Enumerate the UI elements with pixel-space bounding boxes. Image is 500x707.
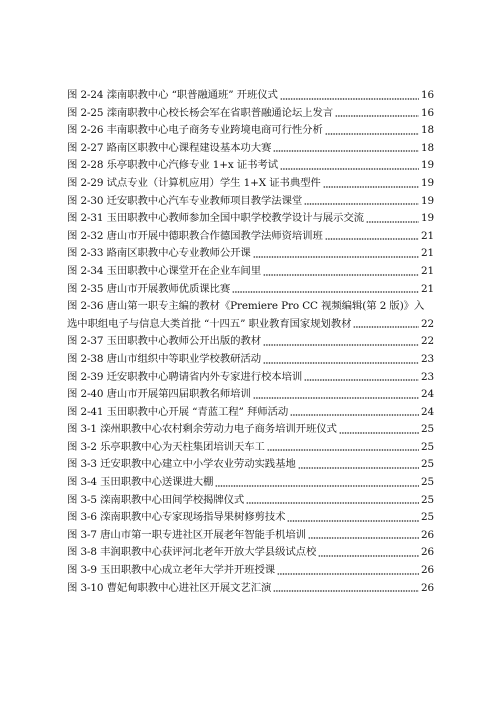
toc-entry-label: 图 2-26 丰南职教中心电子商务专业跨境电商可行性分析	[67, 124, 323, 137]
toc-entry-page: 25	[420, 493, 434, 506]
toc-entry[interactable]	[67, 193, 434, 211]
toc-entry[interactable]	[67, 527, 434, 545]
dot-leader	[339, 431, 419, 435]
toc-entry-page: 23	[420, 370, 434, 383]
toc-entry-page: 21	[420, 264, 434, 277]
dot-leader	[280, 97, 419, 101]
dot-leader	[318, 554, 419, 558]
toc-entry[interactable]	[67, 421, 434, 439]
toc-entry-page: 22	[420, 317, 434, 330]
toc-entry[interactable]	[67, 140, 434, 158]
toc-entry-page: 21	[420, 282, 434, 295]
toc-entry-label: 选中职组电子与信息大类首批 “十四五” 职业教育国家规划教材	[67, 317, 352, 330]
dot-leader	[246, 501, 419, 505]
dot-leader	[280, 167, 419, 171]
dot-leader	[325, 132, 419, 136]
toc-entry-label: 图 3-3 迁安职教中心建立中小学农业劳动实践基地	[67, 458, 296, 471]
toc-entry[interactable]	[67, 245, 434, 263]
toc-entry[interactable]	[67, 562, 434, 580]
dot-leader	[287, 519, 419, 523]
toc-entry-label: 图 2-38 唐山市组织中等职业学校教研活动	[67, 352, 261, 365]
toc-entry-page: 19	[420, 212, 434, 225]
toc-entry-page: 25	[420, 458, 434, 471]
toc-entry[interactable]	[67, 351, 434, 369]
toc-entry[interactable]	[67, 175, 434, 193]
dot-leader	[263, 361, 419, 365]
toc-entry-page: 23	[420, 352, 434, 365]
toc-entry-page: 26	[420, 564, 434, 577]
toc-entry-label: 图 2-25 滦南职教中心校长杨会军在省职普融通论坛上发言	[67, 106, 334, 119]
toc-entry[interactable]	[67, 474, 434, 492]
toc-entry-page: 25	[420, 440, 434, 453]
toc-entry-page: 25	[420, 423, 434, 436]
dot-leader	[267, 448, 419, 452]
toc-entry-page: 21	[420, 229, 434, 242]
toc-entry[interactable]	[67, 386, 434, 404]
toc-entry[interactable]	[67, 87, 434, 105]
toc-entry[interactable]	[67, 228, 434, 246]
toc-entry-page: 18	[420, 124, 434, 137]
toc-entry[interactable]	[67, 439, 434, 457]
toc-entry[interactable]	[67, 404, 434, 422]
dot-leader	[366, 220, 419, 224]
dot-leader	[298, 466, 419, 470]
toc-entry[interactable]	[67, 580, 434, 598]
dot-leader	[232, 290, 419, 294]
toc-entry-page: 22	[420, 335, 434, 348]
toc-entry-page: 24	[420, 405, 434, 418]
toc-entry-page: 24	[420, 388, 434, 401]
toc-entry-page: 16	[420, 89, 434, 101]
toc-entry-page: 26	[420, 546, 434, 559]
dot-leader	[215, 484, 419, 488]
toc-entry-label: 图 2-30 迁安职教中心汽车专业教师项目教学法课堂	[67, 194, 303, 207]
toc-entry-page: 26	[420, 581, 434, 594]
dot-leader	[263, 273, 419, 277]
toc-entry-label: 图 2-27 路南区职教中心课程建设基本功大赛	[67, 141, 272, 154]
toc-entry[interactable]	[67, 157, 434, 175]
toc-entry-label: 图 3-6 滦南职教中心专家现场指导果树修剪技术	[67, 511, 286, 524]
toc-entry-label: 图 3-7 唐山市第一职专进社区开展老年智能手机培训	[67, 528, 306, 541]
dot-leader	[323, 185, 419, 189]
toc-entry[interactable]	[67, 492, 434, 510]
toc-entry-label: 图 2-39 迁安职教中心聘请省内外专家进行校本培训	[67, 370, 303, 383]
toc-entry-label: 图 2-41 玉田职教中心开展 “青蓝工程” 拜师活动	[67, 405, 289, 418]
toc-entry[interactable]	[67, 544, 434, 562]
toc-entry-page: 18	[420, 141, 434, 154]
dot-leader	[304, 378, 419, 382]
toc-entry-label: 图 3-5 滦南职教中心田间学校揭牌仪式	[67, 493, 245, 506]
toc-entry-page: 21	[420, 247, 434, 260]
toc-entry-page: 26	[420, 528, 434, 541]
dot-leader	[290, 413, 419, 417]
toc-entry[interactable]	[67, 333, 434, 351]
toc-entry-label: 图 3-9 玉田职教中心成立老年大学并开班授课	[67, 564, 276, 577]
toc-entry-page: 25	[420, 511, 434, 524]
toc-entry-label: 图 2-28 乐亭职教中心汽修专业 1+x 证书考试	[67, 159, 278, 172]
toc-entry[interactable]	[67, 369, 434, 387]
figure-list	[67, 87, 434, 597]
toc-entry-multiline[interactable]	[67, 298, 434, 333]
toc-entry-label: 图 2-33 路南区职教中心专业教师公开课	[67, 247, 251, 260]
toc-entry-label: 图 2-34 玉田职教中心课堂开在企业车间里	[67, 264, 261, 277]
toc-entry-label: 图 2-40 唐山市开展第四届职教名师培训	[67, 388, 251, 401]
toc-entry-label: 图 3-1 滦州职教中心农村剩余劳动力电子商务培训开班仪式	[67, 423, 337, 436]
toc-entry[interactable]	[67, 210, 434, 228]
toc-entry[interactable]	[67, 122, 434, 140]
dot-leader	[253, 396, 419, 400]
toc-entry-page: 19	[420, 176, 434, 189]
toc-entry-label: 图 2-29 试点专业（计算机应用）学生 1+X 证书典型件	[67, 176, 321, 189]
toc-entry-label: 图 3-4 玉田职教中心送课进大棚	[67, 476, 214, 489]
toc-entry[interactable]	[67, 263, 434, 281]
toc-entry[interactable]	[67, 105, 434, 123]
dot-leader	[325, 237, 419, 241]
toc-entry-label: 图 3-10 曹妃甸职教中心进社区开展文艺汇演	[67, 581, 272, 594]
dot-leader	[277, 572, 419, 576]
toc-entry-label: 图 2-32 唐山市开展中德职教合作德国教学法师资培训班	[67, 229, 323, 242]
dot-leader	[273, 589, 419, 593]
toc-entry-label-line1: 图 2-36 唐山第一职专主编的教材《Premiere Pro CC 视频编辑(第 2 版)》入	[67, 300, 425, 313]
toc-entry-page: 25	[420, 476, 434, 489]
toc-entry[interactable]	[67, 509, 434, 527]
toc-entry-label: 图 2-35 唐山市开展教师优质课比赛	[67, 282, 231, 295]
toc-entry-label: 图 3-8 丰润职教中心获评河北老年开放大学县级试点校	[67, 546, 317, 559]
dot-leader	[308, 536, 419, 540]
toc-entry-label: 图 2-31 玉田职教中心教师参加全国中职学校教学设计与展示交流	[67, 212, 364, 225]
dot-leader	[263, 343, 419, 347]
dot-leader	[304, 202, 419, 206]
toc-entry-label: 图 2-24 滦南职教中心 “职普融通班” 开班仪式	[67, 89, 278, 101]
toc-entry-page: 16	[420, 106, 434, 119]
dot-leader	[253, 255, 419, 259]
toc-entry-label: 图 3-2 乐亭职教中心为天柱集团培训天车工	[67, 440, 265, 453]
toc-entry[interactable]	[67, 281, 434, 299]
toc-entry-label: 图 2-37 玉田职教中心教师公开出版的教材	[67, 335, 261, 348]
toc-entry-page: 19	[420, 159, 434, 172]
toc-entry-line2	[67, 316, 434, 334]
dot-leader	[353, 325, 419, 329]
dot-leader	[273, 149, 419, 153]
toc-entry-page: 19	[420, 194, 434, 207]
dot-leader	[335, 114, 419, 118]
toc-entry[interactable]	[67, 456, 434, 474]
